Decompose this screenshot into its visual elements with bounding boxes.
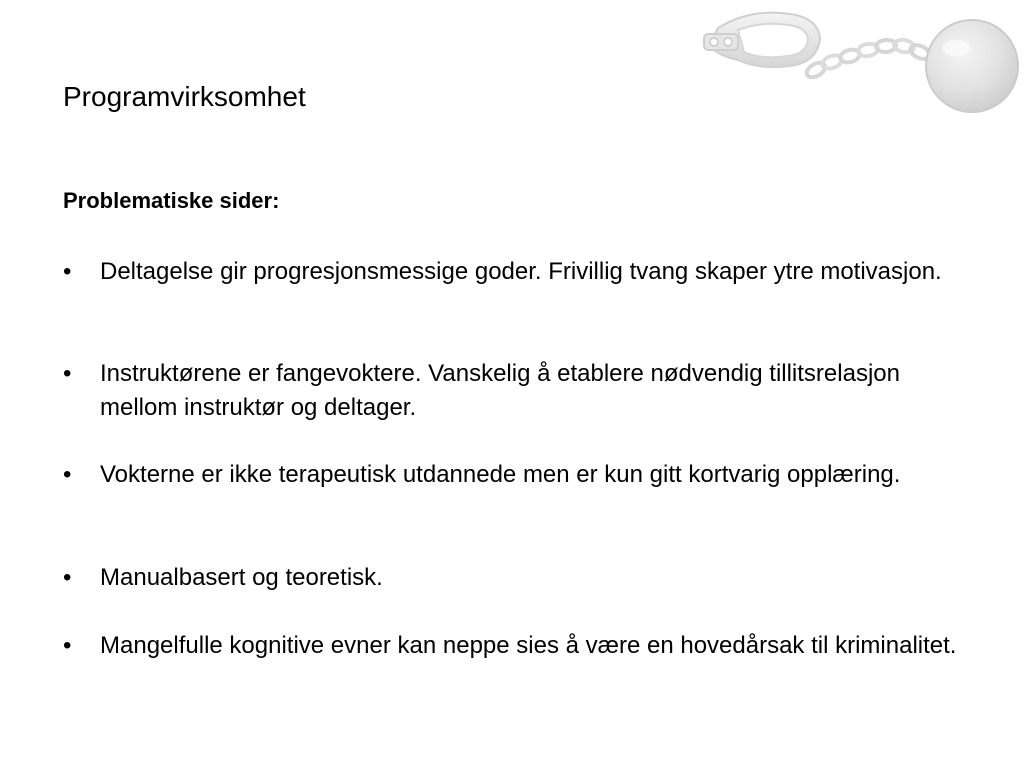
list-item-text: Manualbasert og teoretisk. — [100, 564, 383, 591]
list-item-text: Vokterne er ikke terapeutisk utdannede men er kun gitt kortvarig opplæring. — [100, 461, 901, 488]
bullet-marker: • — [63, 258, 72, 285]
bullet-marker: • — [63, 461, 72, 488]
ball-and-chain-icon — [690, 0, 1024, 125]
bullet-marker: • — [63, 360, 72, 387]
bullet-marker: • — [63, 564, 72, 591]
slide-title: Programvirksomhet — [63, 81, 306, 112]
list-item-text: Mangelfulle kognitive evner kan neppe sies å være en hovedårsak til kriminalitet. — [100, 632, 957, 659]
list-item-text: Deltagelse gir progresjonsmessige goder. Frivillig tvang skaper ytre motivasjon. — [100, 258, 942, 285]
list-item-text: Instruktørene er fangevoktere. Vanskelig å etablere nødvendig tillitsrelasjon mellom instruktør og deltager. — [100, 360, 900, 421]
bullet-marker: • — [63, 632, 72, 659]
section-heading: Problematiske sider: — [63, 188, 280, 213]
